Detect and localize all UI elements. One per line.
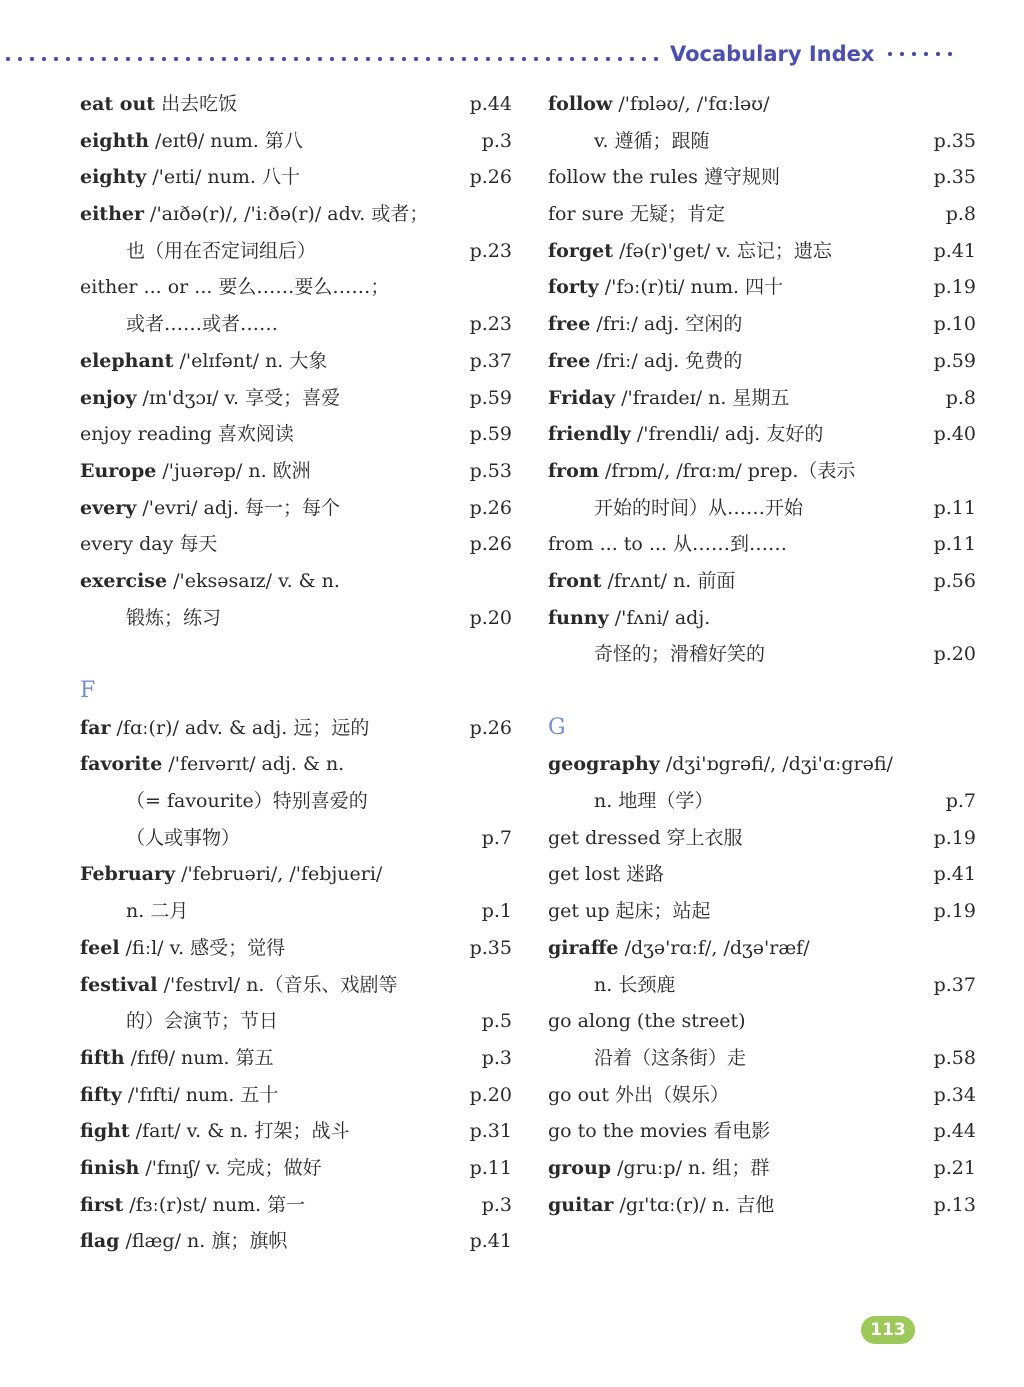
page-ref: p.7 xyxy=(945,790,976,813)
vocab-entry xyxy=(548,123,976,160)
page-ref: p.31 xyxy=(469,1120,512,1143)
entry-text xyxy=(80,1150,322,1187)
definition: /friː/ adj. 免费的 xyxy=(596,349,743,372)
definition: /'evri/ adj. 每一；每个 xyxy=(142,496,340,519)
definition: go out 外出（娱乐） xyxy=(548,1083,729,1106)
entry-text xyxy=(80,856,382,893)
definition: /'juərəp/ n. 欧洲 xyxy=(162,459,311,482)
page-ref: p.19 xyxy=(933,826,976,849)
headword: finish xyxy=(80,1156,140,1179)
right-column xyxy=(548,86,976,1223)
section-letter: F xyxy=(80,678,96,703)
page-header xyxy=(0,40,960,70)
entry-text xyxy=(126,1003,278,1040)
vocab-entry xyxy=(80,1187,512,1224)
headword: every xyxy=(80,496,137,519)
page-ref: p.56 xyxy=(933,569,976,592)
entry-text xyxy=(548,453,855,490)
page-ref: p.41 xyxy=(469,1230,512,1253)
page-ref: p.19 xyxy=(933,276,976,299)
dotted-rule-left xyxy=(2,56,666,62)
definition: 也（用在否定词组后） xyxy=(126,239,317,262)
definition: /'aɪðə(r)/, /'iːðə(r)/ adv. 或者； xyxy=(150,203,429,226)
headword: front xyxy=(548,569,602,592)
vocab-entry xyxy=(80,1077,512,1114)
entry-text xyxy=(548,856,664,893)
page-ref: p.35 xyxy=(933,166,976,189)
entry-text xyxy=(594,1040,746,1077)
page-ref: p.44 xyxy=(933,1120,976,1143)
page-ref: p.11 xyxy=(933,533,976,556)
definition: /gruːp/ n. 组；群 xyxy=(617,1156,770,1179)
vocab-entry xyxy=(548,159,976,196)
entry-text xyxy=(594,123,710,160)
definition: /'februəri/, /'febjueri/ xyxy=(181,863,383,886)
vocab-entry xyxy=(80,306,512,343)
entry-text xyxy=(548,563,735,600)
definition: /frʌnt/ n. 前面 xyxy=(607,569,736,592)
vocab-entry xyxy=(548,526,976,563)
vocab-entry xyxy=(80,453,512,490)
definition: /friː/ adj. 空闲的 xyxy=(596,313,743,336)
page-ref: p.3 xyxy=(481,1193,512,1216)
page-ref: p.8 xyxy=(945,203,976,226)
headword: enjoy xyxy=(80,386,137,409)
headword: fight xyxy=(80,1120,130,1143)
entry-text xyxy=(548,1003,746,1040)
vocab-entry xyxy=(80,710,512,747)
vocab-entry xyxy=(80,930,512,967)
definition: /'fʌni/ adj. xyxy=(614,606,711,629)
page-ref: p.3 xyxy=(481,1046,512,1069)
headword: guitar xyxy=(548,1193,614,1216)
headword: geography xyxy=(548,753,660,776)
definition: get up 起床；站起 xyxy=(548,900,711,923)
entry-text xyxy=(126,820,240,857)
entry-text xyxy=(80,526,217,563)
definition: /'festɪvl/ n.（音乐、戏剧等 xyxy=(163,973,398,996)
entry-text xyxy=(548,159,780,196)
header-title: Vocabulary Index xyxy=(670,42,875,66)
definition: /fiːl/ v. 感受；觉得 xyxy=(125,936,286,959)
vocab-entry xyxy=(548,820,976,857)
definition: /fɑː(r)/ adv. & adj. 远；远的 xyxy=(116,716,370,739)
definition: v. 遵循；跟随 xyxy=(594,129,710,152)
vocab-entry xyxy=(80,1150,512,1187)
definition: follow the rules 遵守规则 xyxy=(548,166,780,189)
entry-text xyxy=(80,710,369,747)
entry-text xyxy=(548,1150,769,1187)
page-ref: p.1 xyxy=(481,900,512,923)
entry-text xyxy=(548,526,787,563)
definition: /flæg/ n. 旗；旗帜 xyxy=(125,1230,288,1253)
headword: free xyxy=(548,313,591,336)
definition: n. 二月 xyxy=(126,900,189,923)
entry-text xyxy=(548,233,832,270)
page-ref: p.8 xyxy=(945,386,976,409)
entry-text xyxy=(548,893,711,930)
vocab-entry xyxy=(548,783,976,820)
definition: 的）会演节；节日 xyxy=(126,1010,279,1033)
entry-text xyxy=(548,416,823,453)
section-letter: G xyxy=(548,714,566,740)
page-number-badge: 113 xyxy=(861,1316,915,1344)
definition: go to the movies 看电影 xyxy=(548,1120,771,1143)
entry-text xyxy=(548,380,789,417)
vocab-entry xyxy=(80,600,512,637)
page-ref: p.5 xyxy=(481,1010,512,1033)
headword: favorite xyxy=(80,753,163,776)
vocab-entry xyxy=(548,1113,976,1150)
vocab-entry xyxy=(548,563,976,600)
vocab-entry xyxy=(548,1003,976,1040)
entry-text xyxy=(80,967,397,1004)
headword: exercise xyxy=(80,569,168,592)
vocab-entry xyxy=(548,343,976,380)
vocab-entry xyxy=(548,490,976,527)
vocab-entry xyxy=(548,86,976,123)
vocab-entry xyxy=(548,269,976,306)
entry-text xyxy=(548,746,893,783)
vocab-entry xyxy=(80,380,512,417)
definition: /ɪn'dʒɔɪ/ v. 享受；喜爱 xyxy=(142,386,341,409)
entry-text xyxy=(548,86,770,123)
vocab-entry xyxy=(548,1187,976,1224)
vocab-entry xyxy=(548,306,976,343)
vocab-entry xyxy=(80,563,512,600)
definition: （人或事物） xyxy=(126,826,241,849)
headword: from xyxy=(548,459,599,482)
entry-text xyxy=(80,490,340,527)
vocab-entry xyxy=(80,856,512,893)
vocab-entry xyxy=(548,856,976,893)
vocab-entry xyxy=(80,783,512,820)
definition: /frɒm/, /frɑːm/ prep.（表示 xyxy=(605,459,856,482)
headword: follow xyxy=(548,93,613,115)
definition: 锻炼；练习 xyxy=(126,606,222,629)
vocab-entry xyxy=(548,600,976,637)
page-ref: p.10 xyxy=(933,313,976,336)
definition: n. 长颈鹿 xyxy=(594,973,676,996)
definition: /'frendli/ adj. 友好的 xyxy=(636,423,824,446)
definition: /'feɪvərɪt/ adj. & n. xyxy=(168,753,345,776)
vocab-entry xyxy=(80,416,512,453)
dotted-rule-right xyxy=(884,51,956,57)
page-ref: p.59 xyxy=(469,423,512,446)
vocab-entry xyxy=(80,233,512,270)
entry-text xyxy=(80,196,428,233)
definition: 出去吃饭 xyxy=(161,93,238,115)
headword: Europe xyxy=(80,459,157,482)
vocab-entry xyxy=(80,1003,512,1040)
page-ref: p.11 xyxy=(469,1156,512,1179)
entry-text xyxy=(80,123,303,160)
page-ref: p.26 xyxy=(469,533,512,556)
page-ref: p.26 xyxy=(469,496,512,519)
page-ref: p.53 xyxy=(469,459,512,482)
page-ref: p.23 xyxy=(469,313,512,336)
vocab-entry xyxy=(80,196,512,233)
page-ref: p.20 xyxy=(933,643,976,666)
definition: from ... to ... 从……到…… xyxy=(548,533,788,556)
definition: /fə(r)'get/ v. 忘记；遗忘 xyxy=(619,239,832,262)
entry-text xyxy=(594,490,803,527)
definition: /eɪtθ/ num. 第八 xyxy=(155,129,303,152)
entry-text xyxy=(80,159,300,196)
entry-text xyxy=(548,1077,729,1114)
page-ref: p.13 xyxy=(933,1193,976,1216)
entry-text xyxy=(80,1187,305,1224)
entry-text xyxy=(548,269,783,306)
entry-text xyxy=(80,1077,278,1114)
entry-text xyxy=(126,600,221,637)
definition: n. 地理（学） xyxy=(594,790,714,813)
definition: get lost 迷路 xyxy=(548,863,665,886)
definition: 奇怪的；滑稽好笑的 xyxy=(594,643,766,666)
page-ref: p.20 xyxy=(469,1083,512,1106)
entry-text xyxy=(80,930,285,967)
page-ref: p.11 xyxy=(933,496,976,519)
page-ref: p.44 xyxy=(469,93,512,115)
definition: /fɜː(r)st/ num. 第一 xyxy=(129,1193,306,1216)
vocab-entry xyxy=(80,967,512,1004)
headword: flag xyxy=(80,1230,120,1253)
definition: /'fɪfti/ num. 五十 xyxy=(127,1083,279,1106)
vocab-entry xyxy=(80,86,512,123)
vocab-entry xyxy=(548,967,976,1004)
vocab-entry xyxy=(80,1113,512,1150)
entry-text xyxy=(548,196,725,233)
headword: either xyxy=(80,203,144,226)
entry-text xyxy=(126,306,278,343)
entry-text xyxy=(80,416,294,453)
entry-text xyxy=(80,453,311,490)
definition: （= favourite）特别喜爱的 xyxy=(126,790,368,813)
definition: /faɪt/ v. & n. 打架；战斗 xyxy=(135,1120,350,1143)
page-ref: p.19 xyxy=(933,900,976,923)
page-ref: p.21 xyxy=(933,1156,976,1179)
definition: /'fɒləʊ/, /'fɑːləʊ/ xyxy=(618,93,770,115)
definition: enjoy reading 喜欢阅读 xyxy=(80,423,294,446)
headword: February xyxy=(80,863,176,886)
headword: eighth xyxy=(80,129,149,152)
definition: get dressed 穿上衣服 xyxy=(548,826,743,849)
headword: eat out xyxy=(80,93,156,115)
definition: /'fɔː(r)ti/ num. 四十 xyxy=(604,276,784,299)
definition: 或者……或者…… xyxy=(126,313,279,336)
entry-text xyxy=(594,967,675,1004)
entry-text xyxy=(126,893,188,930)
vocab-entry xyxy=(80,1223,512,1260)
page-ref: p.58 xyxy=(933,1046,976,1069)
definition: /gɪ'tɑː(r)/ n. 吉他 xyxy=(619,1193,775,1216)
vocab-entry xyxy=(548,233,976,270)
page-ref: p.40 xyxy=(933,423,976,446)
headword: giraffe xyxy=(548,936,619,959)
vocab-entry xyxy=(80,1040,512,1077)
entry-text xyxy=(80,1040,274,1077)
entry-text xyxy=(548,820,743,857)
headword: fifth xyxy=(80,1046,125,1069)
vocab-entry xyxy=(548,930,976,967)
vocab-entry xyxy=(548,1150,976,1187)
page-ref: p.20 xyxy=(469,606,512,629)
vocab-entry xyxy=(548,1040,976,1077)
headword: forty xyxy=(548,276,599,299)
headword: Friday xyxy=(548,386,616,409)
headword: eighty xyxy=(80,166,147,189)
page-ref: p.37 xyxy=(933,973,976,996)
vocab-entry xyxy=(548,1077,976,1114)
entry-text xyxy=(126,233,316,270)
vocab-entry xyxy=(548,453,976,490)
page-ref: p.41 xyxy=(933,863,976,886)
entry-text xyxy=(80,1113,350,1150)
vocab-entry xyxy=(548,636,976,673)
headword: funny xyxy=(548,606,609,629)
entry-text xyxy=(80,269,389,306)
entry-text xyxy=(594,783,713,820)
vocab-entry xyxy=(548,746,976,783)
vocab-entry xyxy=(548,380,976,417)
entry-text xyxy=(548,1113,770,1150)
vocab-entry xyxy=(80,490,512,527)
entry-text xyxy=(548,306,742,343)
page-ref: p.7 xyxy=(481,826,512,849)
definition: /'elɪfənt/ n. 大象 xyxy=(179,349,328,372)
headword: friendly xyxy=(548,423,631,446)
definition: /'eɪti/ num. 八十 xyxy=(152,166,300,189)
page-ref: p.34 xyxy=(933,1083,976,1106)
vocab-entry xyxy=(548,893,976,930)
definition: 开始的时间）从……开始 xyxy=(594,496,804,519)
entry-text xyxy=(80,563,340,600)
headword: elephant xyxy=(80,349,174,372)
vocab-entry xyxy=(80,746,512,783)
entry-text xyxy=(548,930,810,967)
entry-text xyxy=(80,380,340,417)
page-ref: p.26 xyxy=(469,166,512,189)
left-column xyxy=(80,86,512,1260)
vocab-entry xyxy=(80,893,512,930)
definition: /'fɪnɪʃ/ v. 完成；做好 xyxy=(145,1156,322,1179)
headword: group xyxy=(548,1156,612,1179)
page-ref: p.59 xyxy=(933,349,976,372)
headword: free xyxy=(548,349,591,372)
entry-text xyxy=(80,343,327,380)
entry-text xyxy=(80,746,344,783)
headword: forget xyxy=(548,239,614,262)
entry-text xyxy=(126,783,368,820)
entry-text xyxy=(80,86,237,123)
page-ref: p.3 xyxy=(481,129,512,152)
page-ref: p.59 xyxy=(469,386,512,409)
page-ref: p.23 xyxy=(469,239,512,262)
headword: feel xyxy=(80,936,120,959)
vocab-entry xyxy=(548,196,976,233)
page-ref: p.37 xyxy=(469,349,512,372)
vocab-entry xyxy=(80,123,512,160)
definition: either ... or ... 要么……要么……； xyxy=(80,276,390,299)
definition: /dʒə'rɑːf/, /dʒə'ræf/ xyxy=(624,936,810,959)
vocab-entry xyxy=(80,526,512,563)
definition: go along (the street) xyxy=(548,1010,746,1033)
entry-text xyxy=(594,636,765,673)
definition: for sure 无疑；肯定 xyxy=(548,203,725,226)
page-ref: p.35 xyxy=(933,129,976,152)
definition: /'fraɪdeɪ/ n. 星期五 xyxy=(621,386,790,409)
vocab-entry xyxy=(80,820,512,857)
vocab-entry xyxy=(548,416,976,453)
definition: /fɪfθ/ num. 第五 xyxy=(130,1046,274,1069)
entry-text xyxy=(80,1223,287,1260)
headword: festival xyxy=(80,973,158,996)
page-ref: p.26 xyxy=(469,716,512,739)
entry-text xyxy=(548,343,742,380)
page-ref: p.41 xyxy=(933,239,976,262)
headword: first xyxy=(80,1193,124,1216)
vocab-entry xyxy=(80,343,512,380)
definition: every day 每天 xyxy=(80,533,218,556)
entry-text xyxy=(548,1187,774,1224)
vocab-entry xyxy=(80,159,512,196)
definition: 沿着（这条街）走 xyxy=(594,1046,747,1069)
vocab-entry xyxy=(80,269,512,306)
entry-text xyxy=(548,600,710,637)
section-gap xyxy=(80,636,512,673)
headword: far xyxy=(80,716,111,739)
section-gap xyxy=(548,673,976,710)
headword: fifty xyxy=(80,1083,122,1106)
definition: /'eksəsaɪz/ v. & n. xyxy=(173,569,340,592)
definition: /dʒi'ɒgrəfi/, /dʒi'ɑːgrəfi/ xyxy=(665,753,893,776)
page-ref: p.35 xyxy=(469,936,512,959)
